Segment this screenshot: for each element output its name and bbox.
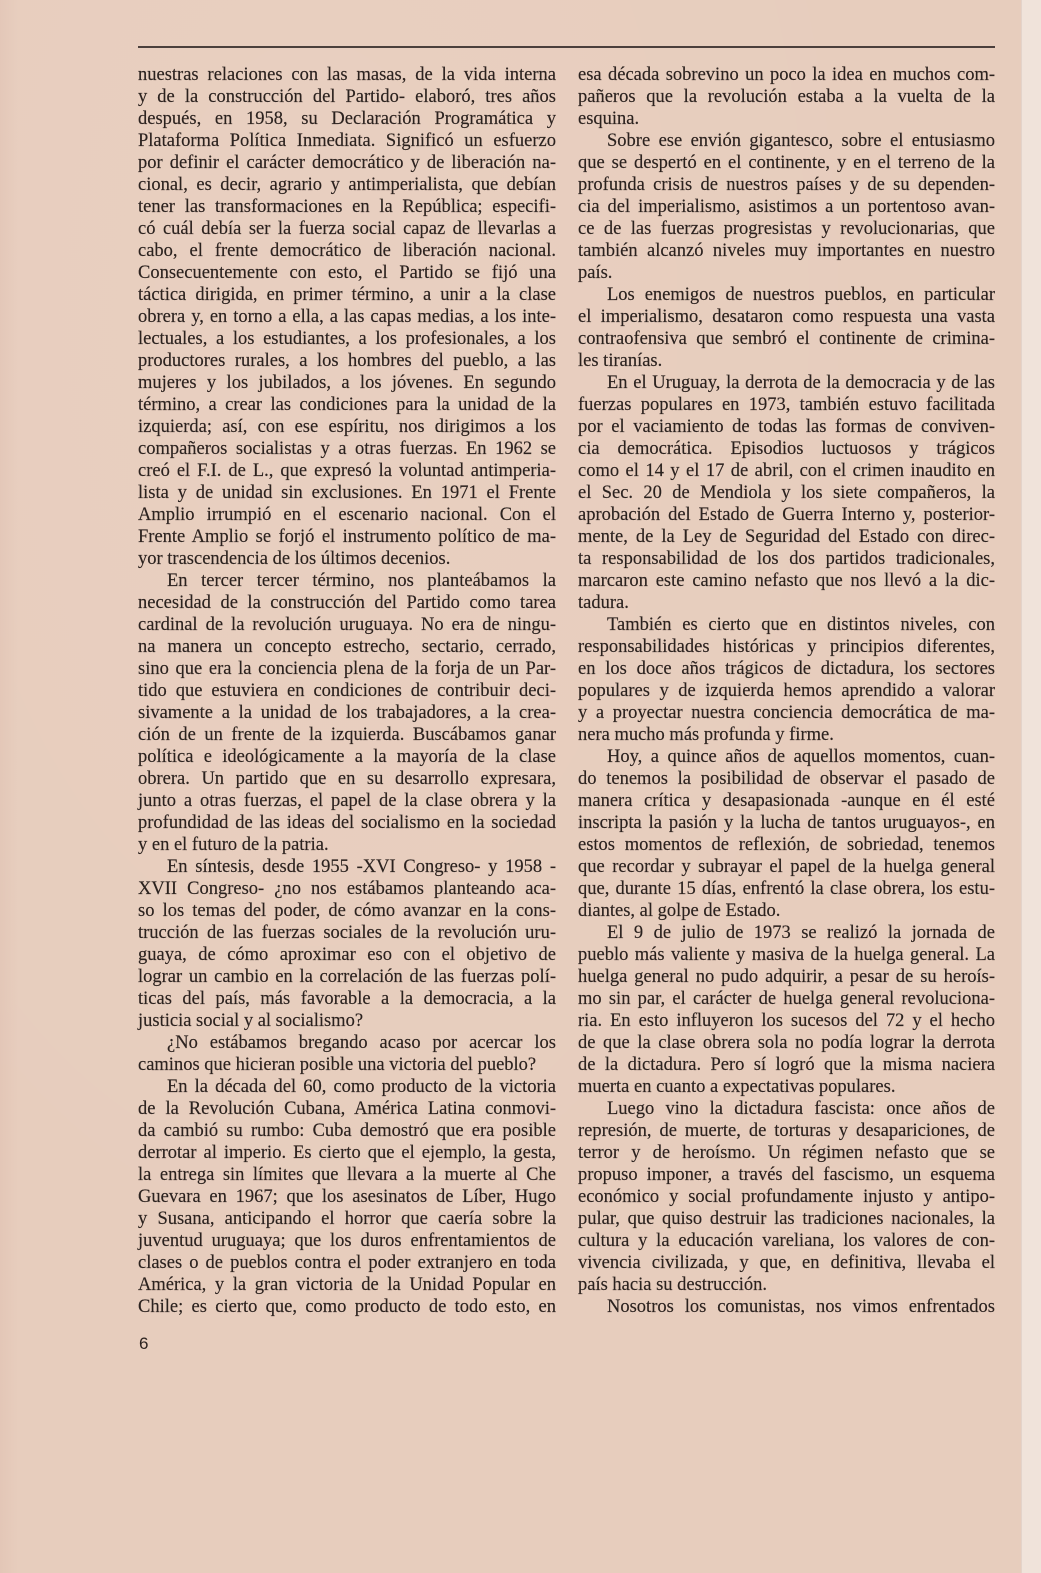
text-line: En síntesis, desde 1955 -XVI Congreso- y 1958 - [167,857,556,877]
header-rule [138,46,995,48]
text-line: tadura. [578,593,629,613]
text-line: como el 14 y el 17 de abril, con el crimen inaudito en [578,461,995,481]
text-line: sino que era la conciencia plena de la forja de un Par- [138,659,556,679]
paragraph [578,284,995,372]
text-line: pular, que quiso destruir las tradiciones nacionales, la [578,1209,995,1229]
text-line: después, en 1958, su Declaración Programática y [138,109,556,129]
text-line: fuerzas populares en 1973, también estuvo facilitada [578,395,995,415]
paragraph [578,130,995,284]
text-line: por el vaciamiento de todas las formas de conviven- [578,417,995,437]
text-line: lograr un cambio en la correlación de las fuerzas polí- [138,967,556,987]
text-line: la entrega sin límites que llevara a la muerte al Che [138,1165,556,1185]
text-line: Luego vino la dictadura fascista: once años de [607,1099,995,1119]
text-line: profundidad de las ideas del socialismo en la sociedad [138,813,556,833]
text-line: Hoy, a quince años de aquellos momentos, cuan- [607,747,995,767]
text-line: también alcanzó niveles muy importantes en nuestro [578,241,995,261]
text-line: marcaron este camino nefasto que nos llevó a la dic- [578,571,995,591]
text-line: que se despertó en el continente, y en el terreno de la [578,153,995,173]
text-line: ce de las fuerzas progresistas y revolucionarias, que [578,219,995,239]
left-column [138,64,556,1318]
text-line: nuestras relaciones con las masas, de la vida interna [138,65,556,85]
text-line: Frente Amplio se forjó el instrumento político de ma- [138,527,556,547]
paragraph [138,64,556,570]
text-line: izquierda; así, con ese espíritu, nos dirigimos a los [138,417,556,437]
text-line: y en el futuro de la patria. [138,835,329,855]
paragraph [578,64,995,130]
text-line: En el Uruguay, la derrota de la democracia y de las [607,373,995,393]
paragraph [578,1098,995,1296]
text-line: cultura y la educación vareliana, los valores de con- [578,1231,995,1251]
paragraph [578,372,995,614]
text-line: que recordar y subrayar el papel de la huelga general [578,857,995,877]
text-line: de que la clase obrera sola no podía lograr la derrota [578,1033,995,1053]
text-line: tener las transformaciones en la República; especifi- [138,197,556,217]
text-line: mente, de la Ley de Seguridad del Estado con direc- [578,527,995,547]
text-line: término, a crear las condiciones para la unidad de la [138,395,556,415]
text-line: ria. En esto influyeron los sucesos del 72 y el hecho [578,1011,995,1031]
text-line: ta responsabilidad de los dos partidos tradicionales, [578,549,995,569]
text-line: y a proyectar nuestra conciencia democrática de ma- [578,703,995,723]
text-line: nera mucho más profunda y firme. [578,725,834,745]
text-line: Chile; es cierto que, como producto de todo esto, en [138,1297,556,1317]
text-line: ticas del país, más favorable a la democracia, a la [138,989,556,1009]
text-line: América, y la gran victoria de la Unidad Popular en [138,1275,556,1295]
text-line: En tercer tercer término, nos planteábamos la [167,571,556,591]
text-line: También es cierto que en distintos niveles, con [607,615,995,635]
text-line: yor trascendencia de los últimos decenios. [138,549,451,569]
text-line: caminos que hicieran posible una victoria del pueblo? [138,1055,537,1075]
text-line: económico y social profundamente injusto y antipo- [578,1187,995,1207]
text-line: justicia social y al socialismo? [138,1011,364,1031]
text-line: cia del imperialismo, asistimos a un portentoso avan- [578,197,995,217]
text-line: do tenemos la posibilidad de observar el pasado de [578,769,995,789]
text-line: có cuál debía ser la fuerza social capaz de llevarlas a [138,219,556,239]
paragraph [578,1296,995,1318]
text-line: Nosotros los comunistas, nos vimos enfrentados [607,1297,995,1317]
text-line: Sobre ese envión gigantesco, sobre el entusiasmo [607,131,995,151]
text-line: ¿No estábamos bregando acaso por acercar los [167,1033,556,1053]
text-line: mujeres y los jubilados, a los jóvenes. En segundo [138,373,556,393]
page-edge [1021,0,1041,1573]
text-line: compañeros socialistas y a otras fuerzas. En 1962 se [138,439,556,459]
text-line: país hacia su destrucción. [578,1275,768,1295]
text-line: Guevara en 1967; que los asesinatos de Líber, Hugo [138,1187,556,1207]
text-line: política e ideológicamente a la mayoría de la clase [138,747,556,767]
text-line: Consecuentemente con esto, el Partido se fijó una [138,263,556,283]
text-line: junto a otras fuerzas, el papel de la clase obrera y la [138,791,556,811]
text-line: diantes, al golpe de Estado. [578,901,781,921]
text-line: cia democrática. Episodios luctuosos y trágicos [578,439,995,459]
text-line: creó el F.I. de L., que expresó la voluntad antimperia- [138,461,556,481]
text-line: esa década sobrevino un poco la idea en muchos com- [578,65,995,85]
text-line: terror y de heroísmo. Un régimen nefasto que se [578,1143,995,1163]
text-line: Los enemigos de nuestros pueblos, en particular [607,285,995,305]
text-line: lista y de unidad sin exclusiones. En 1971 el Frente [138,483,556,503]
text-line: cardinal de la revolución uruguaya. No era de ningu- [138,615,556,635]
text-line: so los temas del poder, de cómo avanzar en la cons- [138,901,556,921]
paragraph [578,746,995,922]
text-line: el Sec. 20 de Mendiola y los siete compañeros, la [578,483,995,503]
text-line: pañeros que la revolución estaba a la vuelta de la [578,87,995,107]
text-line: na manera un concepto estrecho, sectario, cerrado, [138,637,556,657]
text-line: de la Revolución Cubana, América Latina conmovi- [138,1099,556,1119]
text-line: da cambió su rumbo: Cuba demostró que era posible [138,1121,556,1141]
text-line: vivencia civilizada, y que, en definitiva, llevaba el [578,1253,995,1273]
text-line: que, durante 15 días, enfrentó la clase obrera, los estu- [578,879,995,899]
text-line: aprobación del Estado de Guerra Interno y, posterior- [578,505,995,525]
text-line: en los doce años trágicos de dictadura, los sectores [578,659,995,679]
text-line: Amplio irrumpió en el escenario nacional. Con el [138,505,556,525]
text-line: derrotar al imperio. Es cierto que el ejemplo, la gesta, [138,1143,556,1163]
text-line: huelga general no pudo adquirir, a pesar de su heroís- [578,967,995,987]
text-line: clases o de pueblos contra el poder extranjero en toda [138,1253,556,1273]
text-line: obrera. Un partido que en su desarrollo expresara, [138,769,556,789]
text-line: responsabilidades históricas y principios diferentes, [578,637,995,657]
text-line: el imperialismo, desataron como respuesta una vasta [578,307,995,327]
text-line: les tiranías. [578,351,663,371]
text-line: y Susana, anticipando el horror que caería sobre la [138,1209,556,1229]
text-line: obrera y, en torno a ella, a las capas medias, a los inte- [138,307,556,327]
text-line: esquina. [578,109,640,129]
text-line: lectuales, a los estudiantes, a los profesionales, a los [138,329,556,349]
text-line: muerta en cuanto a expectativas populares. [578,1077,896,1097]
text-line: juventud uruguaya; que los duros enfrentamientos de [138,1231,556,1251]
text-line: El 9 de julio de 1973 se realizó la jornada de [607,923,995,943]
text-line: populares y de izquierda hemos aprendido a valorar [578,681,995,701]
text-line: XVII Congreso- ¿no nos estábamos planteando aca- [138,879,556,899]
text-line: y de la construcción del Partido- elaboró, tres años [138,87,556,107]
text-line: contraofensiva que sembró el continente de crimina- [578,329,995,349]
text-line: sivamente a la unidad de los trabajadores, a la crea- [138,703,556,723]
text-line: propuso imponer, a través del fascismo, un esquema [578,1165,995,1185]
text-line: necesidad de la construcción del Partido como tarea [138,593,556,613]
paragraph [578,614,995,746]
text-line: En la década del 60, como producto de la victoria [167,1077,556,1097]
text-line: ción de un frente de la izquierda. Buscábamos ganar [138,725,556,745]
right-column [578,64,995,1318]
text-line: táctica dirigida, en primer término, a unir a la clase [138,285,556,305]
text-line: profunda crisis de nuestros países y de su dependen- [578,175,995,195]
text-line: cabo, el frente democrático de liberación nacional. [138,241,556,261]
text-line: guaya, de cómo aproximar eso con el objetivo de [138,945,556,965]
text-line: pueblo más valiente y masiva de la huelga general. La [578,945,995,965]
paragraph [138,1076,556,1318]
text-line: mo sin par, el carácter de huelga general revoluciona- [578,989,995,1009]
text-line: cional, es decir, agrario y antimperialista, que debían [138,175,556,195]
text-line: trucción de las fuerzas sociales de la revolución uru- [138,923,556,943]
text-line: de la dictadura. Pero sí logró que la misma naciera [578,1055,995,1075]
text-line: Plataforma Política Inmediata. Significó un esfuerzo [138,131,556,151]
text-line: estos momentos de reflexión, de sobriedad, tenemos [578,835,995,855]
paragraph [578,922,995,1098]
text-line: país. [578,263,613,283]
paragraph [138,1032,556,1076]
text-line: represión, de muerte, de torturas y desapariciones, de [578,1121,995,1141]
text-line: tido que estuviera en condiciones de contribuir deci- [138,681,556,701]
paragraph [138,570,556,856]
paragraph [138,856,556,1032]
text-line: manera crítica y desapasionada -aunque en él esté [578,791,995,811]
text-line: productores rurales, a los hombres del pueblo, a las [138,351,556,371]
page-number: 6 [139,1334,149,1353]
text-line: inscripta la pasión y la lucha de tantos uruguayos-, en [578,813,995,833]
text-line: por definir el carácter democrático y de liberación na- [138,153,556,173]
